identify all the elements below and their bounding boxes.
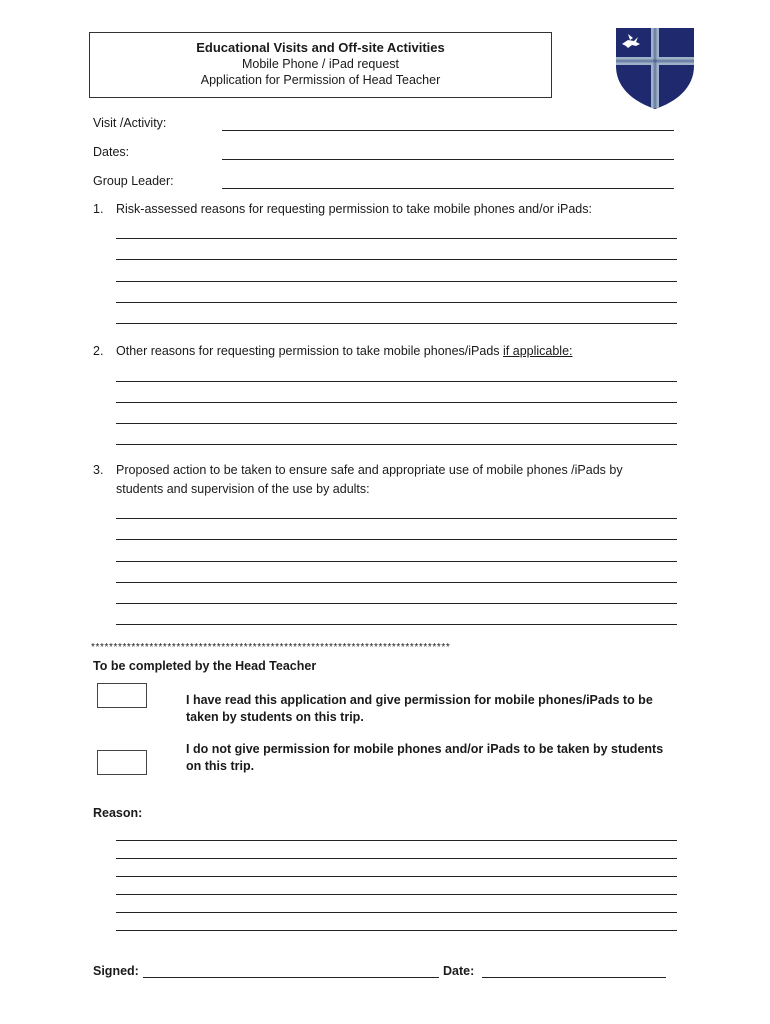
document-subtitle: Mobile Phone / iPad request [241,57,400,71]
date-label: Date: [443,964,475,978]
reason-line[interactable] [116,858,677,859]
group-leader-line[interactable] [222,188,674,189]
signature-line[interactable] [143,977,439,978]
give-permission-line-2: taken by students on this trip. [186,710,364,724]
reason-line[interactable] [116,912,677,913]
dates-line[interactable] [222,159,674,160]
question-2-underlined: if applicable: [503,344,573,358]
answer-line[interactable] [116,539,677,540]
visit-activity-label: Visit /Activity: [93,116,167,130]
reason-line[interactable] [116,840,677,841]
deny-permission-line-2: on this trip. [186,759,255,773]
document-title: Educational Visits and Off-site Activities [196,40,445,55]
give-permission-text [186,692,666,726]
reason-line[interactable] [116,876,677,877]
give-permission-checkbox[interactable] [97,683,147,708]
dates-label: Dates: [93,145,130,159]
question-1-text: Risk-assessed reasons for requesting permission to take mobile phones and/or iPads: [116,202,592,216]
question-number: 2. [93,344,104,358]
separator-stars: ******************************************************************************** [91,642,451,653]
answer-line[interactable] [116,238,677,239]
answer-line[interactable] [116,302,677,303]
question-number: 3. [93,463,104,477]
answer-line[interactable] [116,444,677,445]
answer-line[interactable] [116,281,677,282]
answer-line[interactable] [116,518,677,519]
give-permission-line-1: I have read this application and give permission for mobile phones/iPads to be [186,693,653,707]
document-subtitle-2: Application for Permission of Head Teacher [200,73,441,87]
reason-label: Reason: [93,806,143,820]
answer-line[interactable] [116,323,677,324]
head-teacher-heading: To be completed by the Head Teacher [93,659,317,673]
reason-line[interactable] [116,930,677,931]
group-leader-label: Group Leader: [93,174,174,188]
visit-activity-line[interactable] [222,130,674,131]
question-3-text: Proposed action to be taken to ensure safe and appropriate use of mobile phones /iPads by [116,463,623,477]
question-3-text-line-2: students and supervision of the use by adults: [116,482,370,496]
answer-line[interactable] [116,624,677,625]
answer-line[interactable] [116,402,677,403]
answer-line[interactable] [116,582,677,583]
deny-permission-line-1: I do not give permission for mobile phones and/or iPads to be taken by students [186,742,664,756]
question-2-main: Other reasons for requesting permission to take mobile phones/iPads [116,344,504,358]
question-number: 1. [93,202,104,216]
date-line[interactable] [482,977,666,978]
deny-permission-text [186,741,666,775]
title-box [89,32,552,98]
deny-permission-checkbox[interactable] [97,750,147,775]
answer-line[interactable] [116,603,677,604]
answer-line[interactable] [116,423,677,424]
answer-line[interactable] [116,259,677,260]
question-2-text [116,344,573,358]
answer-line[interactable] [116,381,677,382]
answer-line[interactable] [116,561,677,562]
reason-line[interactable] [116,894,677,895]
school-crest-logo [612,26,698,110]
signed-label: Signed: [93,964,139,978]
